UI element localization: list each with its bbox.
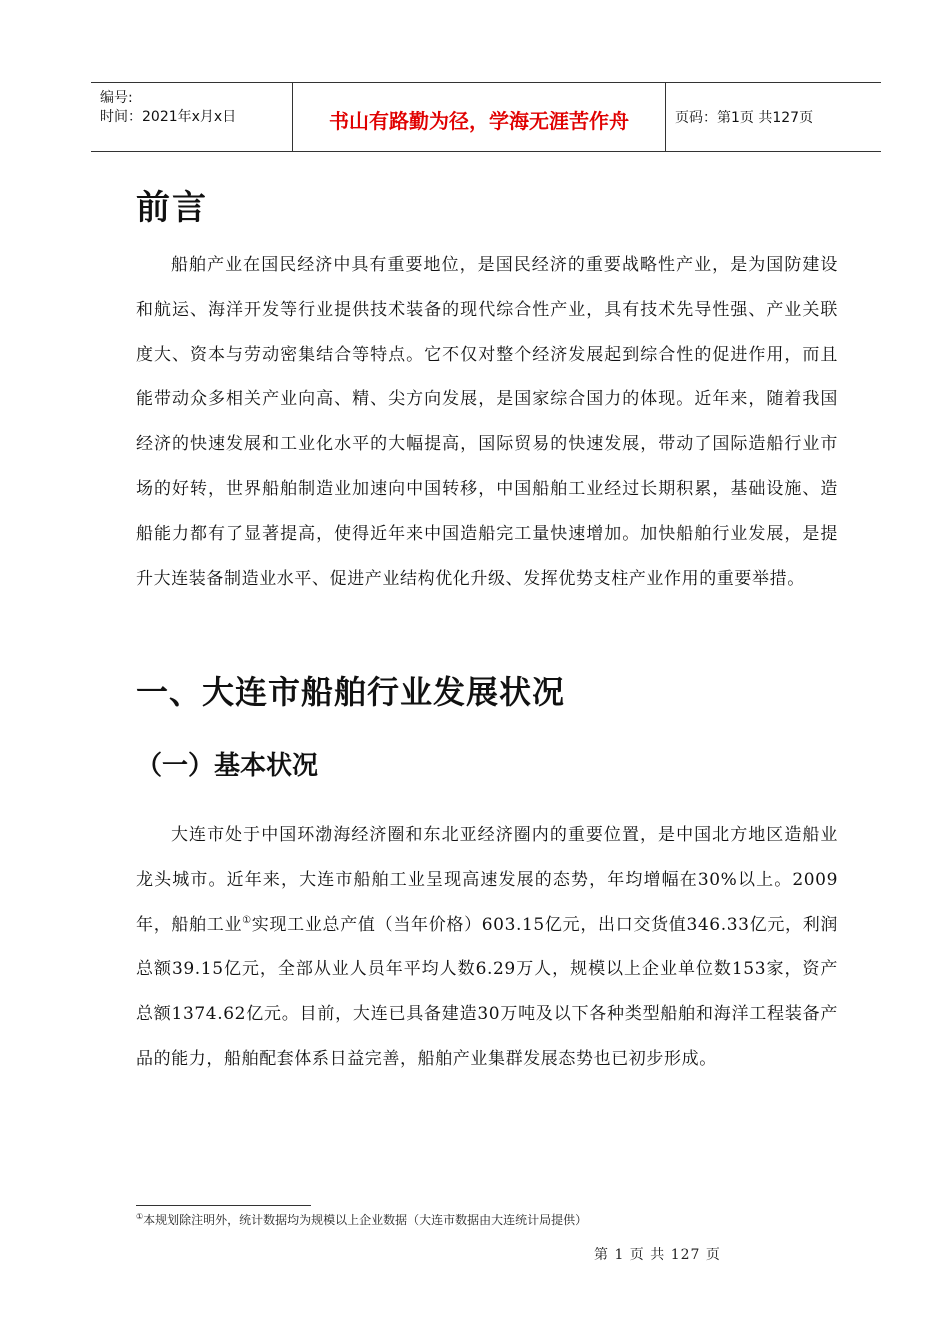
footnote-text: 本规划除注明外，统计数据均为规模以上企业数据（大连市数据由大连统计局提供） <box>143 1213 588 1227</box>
document-code-label: 编号: <box>100 90 133 106</box>
preface-paragraph: 船舶产业在国民经济中具有重要地位，是国民经济的重要战略性产业，是为国防建设和航运、海洋开发等行业提供技术装备的现代综合性产业，具有技术先导性强、产业关联度大、资本与劳动密集结合等特点。它不仅对整个经济发展起到综合性的促进作用，而且能带动众多相关产业向高、精、尖方向发展，是国家综合国力的体现。近年来，随着我国经济的快速发展和工业化水平的大幅提高，国际贸易的快速发展，带动了国际造船行业市场的好转，世界船舶制造业加速向中国转移，中国船舶工业经过长期积累，基础设施、造船能力都有了显著提高，使得近年来中国造船完工量快速增加。加快船舶行业发展，是提升大连装备制造业水平、促进产业结构优化升级、发挥优势支柱产业作用的重要举措。 <box>136 255 838 589</box>
header-motto-cell <box>293 83 666 151</box>
footnote-divider <box>136 1205 311 1206</box>
document-header <box>91 82 881 152</box>
document-time-label: 时间：2021年x月x日 <box>100 109 237 125</box>
page-number-footer: 第 1 页 共 127 页 <box>594 1247 721 1263</box>
section-title: 一、大连市船舶行业发展状况 <box>136 673 566 711</box>
basic-status-paragraph <box>136 813 838 1082</box>
footnote <box>136 1211 587 1228</box>
paragraph-text-part1: 大连市处于中国环渤海经济圈和东北亚经济圈内的重要位置，是中国北方地区造船业龙头城市。近年来，大连市船舶工业呈现高速发展的态势，年均增幅在30%以上。2009年，船舶工业 <box>136 825 838 935</box>
preface-title: 前言 <box>136 188 208 228</box>
header-motto: 书山有路勤为径，学海无涯苦作舟 <box>329 109 629 133</box>
subsection-title: （一）基本状况 <box>136 751 319 781</box>
footnote-marker: ① <box>136 1212 144 1221</box>
footnote-reference[interactable]: ① <box>242 914 252 926</box>
header-meta-cell <box>91 83 293 151</box>
header-page-cell <box>666 83 881 151</box>
paragraph-text-part2: 实现工业总产值（当年价格）603.15亿元，出口交货值346.33亿元，利润总额39.15亿元，全部从业人员年平均人数6.29万人，规模以上企业单位数153家，资产总额1374.62亿元。目前，大连已具备建造30万吨及以下各种类型船舶和海洋工程装备产品的能力，船舶配套体系日益完善，船舶产业集群发展态势也已初步形成。 <box>136 914 838 1069</box>
header-page-info: 页码：第1页 共127页 <box>675 110 814 126</box>
